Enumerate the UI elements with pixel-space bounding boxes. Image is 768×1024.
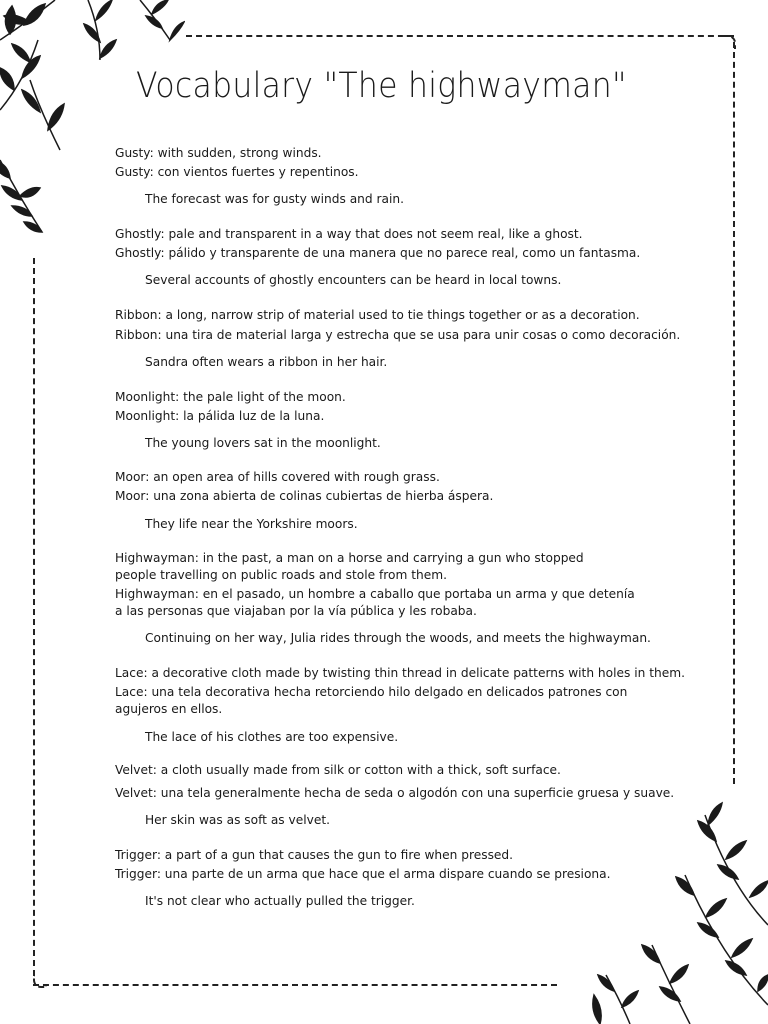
example-sentence: Sandra often wears a ribbon in her hair. [145,355,388,369]
example-sentence: Her skin was as soft as velvet. [145,813,330,827]
example-sentence: The lace of his clothes are too expensive. [145,730,399,744]
definition-english: Velvet: a cloth usually made from silk or cotton with a thick, soft surface. [115,763,561,777]
frame-bottom-border [33,984,557,986]
definition-spanish-line-1: Highwayman: en el pasado, un hombre a caballo que portaba un arma y que detenía [115,587,635,601]
definition-english: Lace: a decorative cloth made by twisting thin thread in delicate patterns with holes in them. [115,666,685,680]
example-sentence: The forecast was for gusty winds and rain. [145,192,404,206]
definition-spanish: Gusty: con vientos fuertes y repentinos. [115,165,359,179]
example-sentence: Continuing on her way, Julia rides through the woods, and meets the highwayman. [145,631,651,645]
page-title: Vocabulary "The highwayman" [136,66,627,106]
definition-english: Moonlight: the pale light of the moon. [115,390,346,404]
frame-top-border [186,35,734,37]
definition-spanish-line-1: Lace: una tela decorativa hecha retorciendo hilo delgado en delicados patrones con [115,685,628,699]
example-sentence: They life near the Yorkshire moors. [145,517,358,531]
definition-english-line-2: people travelling on public roads and stole from them. [115,568,448,582]
frame-left-border [33,258,35,976]
definition-english: Gusty: with sudden, strong winds. [115,146,322,160]
example-sentence: The young lovers sat in the moonlight. [145,436,381,450]
definition-english: Ribbon: a long, narrow strip of material used to tie things together or as a decoration. [115,308,640,322]
definition-spanish-line-2: a las personas que viajaban por la vía pública y les robaba. [115,604,477,618]
example-sentence: It's not clear who actually pulled the trigger. [145,894,415,908]
frame-right-border [733,42,735,784]
definition-english: Ghostly: pale and transparent in a way that does not seem real, like a ghost. [115,227,583,241]
definition-spanish-line-2: agujeros en ellos. [115,702,223,716]
leaf-branch-top-left-illustration [0,0,185,245]
definition-spanish: Moonlight: la pálida luz de la luna. [115,409,325,423]
definition-spanish: Ribbon: una tira de material larga y estrecha que se usa para unir cosas o como decoración. [115,328,681,342]
definition-spanish: Ghostly: pálido y transparente de una manera que no parece real, como un fantasma. [115,246,641,260]
definition-english: Trigger: a part of a gun that causes the gun to fire when pressed. [115,848,514,862]
definition-english: Moor: an open area of hills covered with rough grass. [115,470,440,484]
example-sentence: Several accounts of ghostly encounters can be heard in local towns. [145,273,562,287]
definition-spanish: Trigger: una parte de un arma que hace que el arma dispare cuando se presiona. [115,867,611,881]
definition-spanish: Velvet: una tela generalmente hecha de seda o algodón con una superficie gruesa y suave. [115,786,675,800]
leaf-branch-bottom-right-illustration [590,795,768,1024]
definition-spanish: Moor: una zona abierta de colinas cubiertas de hierba áspera. [115,489,494,503]
definition-english-line-1: Highwayman: in the past, a man on a horse and carrying a gun who stopped [115,551,584,565]
